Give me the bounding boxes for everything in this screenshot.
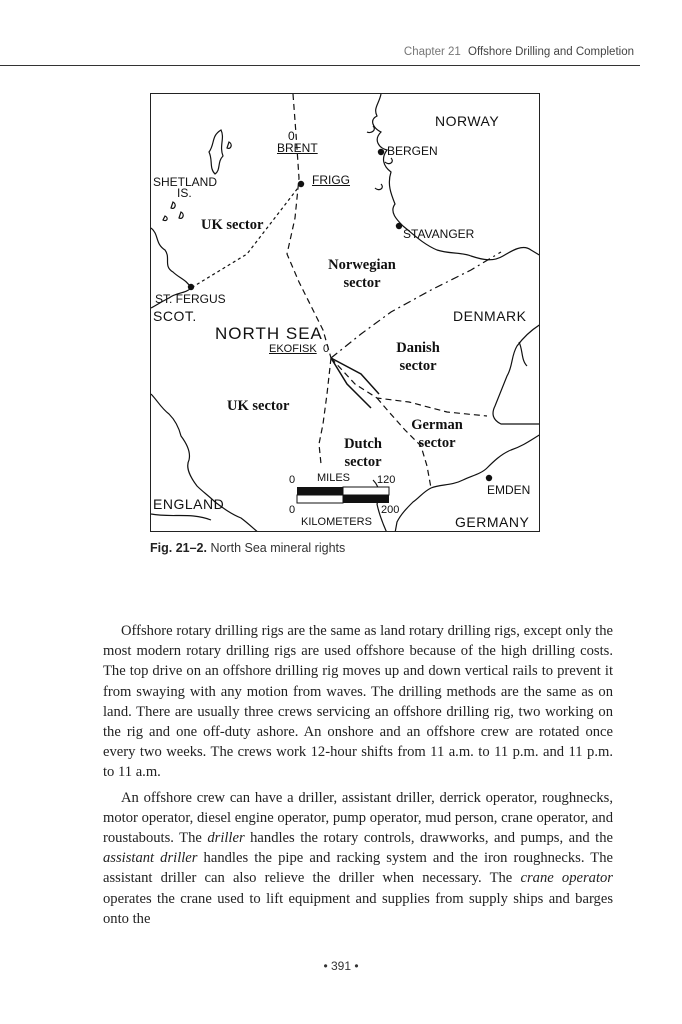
emden-dot [486,475,492,481]
scale-miles-label: MILES [317,472,351,484]
denmark-coast [493,324,540,424]
paragraph-2-part-2: handles the rotary controls, drawworks, and pumps, and the [244,830,613,847]
body-text [103,621,613,934]
running-header [0,46,634,58]
pipeline-ekofisk-emden [331,358,379,394]
shetland-islands [209,130,231,174]
label-dutch-sector [331,435,395,471]
label-norway: NORWAY [435,113,500,129]
figure-number: Fig. 21–2. [150,541,207,555]
german-sector-line1: German [411,417,463,433]
paragraph-2-part-4: operates the crane used to lift equipment and supplies from supply ships and barges onto the [103,890,613,927]
label-scotland: SCOT. [153,308,197,324]
km-bar-2 [343,495,389,503]
pipeline-ekofisk-teesside [331,358,371,408]
label-uk-sector-north: UK sector [201,217,264,233]
label-denmark: DENMARK [453,308,527,324]
label-germany: GERMANY [455,514,530,530]
st-fergus-dot [188,284,194,290]
paragraph-1: Offshore rotary drilling rigs are the same as land rotary drilling rigs, except only the most modern rotary drilling rigs are used offshore because of the high drilling costs. The top drive on an offshore drilling rig moves up and down vertical rails to prevent it from swaying with any motion from waves. The drilling methods are the same as on land. There are usually three crews servicing an offshore drilling rig, two working on the rig and one off-duty ashore. An onshore and an offshore crew are rotated once every two weeks. The crews work 12-hour shifts from 11 a.m. to 11 p.m. and 11 p.m. to 11 a.m. [103,623,613,781]
label-north-sea: NORTH SEA [215,324,323,343]
figure-caption-text: North Sea mineral rights [210,541,346,555]
paragraph-2 [103,788,613,929]
norwegian-sector-line2: sector [343,275,381,292]
term-crane-operator: crane operator [520,870,613,887]
orkney-islands [163,202,183,221]
label-emden: EMDEN [487,483,531,497]
scale-km-zero: 0 [289,504,296,516]
danish-sector-line1: Danish [396,340,440,356]
chapter-title: Offshore Drilling and Completion [468,46,634,58]
figure-caption [150,541,345,555]
scale-miles-zero: 0 [289,474,296,486]
label-bergen: BERGEN [387,144,438,158]
dutch-sector-line1: Dutch [344,436,382,452]
header-rule [0,65,640,66]
frigg-pipeline [191,184,301,288]
label-stavanger: STAVANGER [403,227,475,241]
label-german-sector [399,416,475,452]
label-st-fergus: ST. FERGUS [155,292,226,306]
label-brent: BRENT [277,141,318,155]
stavanger-dot [396,223,402,229]
term-driller: driller [207,830,245,847]
km-bar-1 [297,495,343,503]
label-shetland: SHETLAND [153,175,218,189]
page-number: • 391 • [323,959,359,973]
label-ekofisk: EKOFISK [269,343,317,355]
label-shetland-is: IS. [177,186,192,200]
denmark-inner [519,342,527,366]
north-sea-map [150,93,540,532]
label-uk-sector-south: UK sector [227,398,290,414]
label-danish-sector [383,339,453,375]
label-brent-zero: 0 [288,129,295,143]
label-ekofisk-zero: 0 [323,343,330,355]
boundary-uk-dutch [319,358,331,464]
chapter-number: Chapter 21 [403,46,461,58]
german-sector-line2: sector [418,435,456,452]
england-south-coast [151,514,211,520]
norwegian-sector-line1: Norwegian [328,257,396,273]
label-frigg: FRIGG [312,173,350,187]
frigg-dot [298,181,304,187]
bergen-dot [378,149,384,155]
dutch-sector-line2: sector [344,454,382,471]
label-norwegian-sector [317,256,407,292]
miles-bar-2 [343,487,389,495]
label-england: ENGLAND [153,496,225,512]
term-assistant-driller: assistant driller [103,850,198,867]
danish-sector-line2: sector [399,358,437,375]
paragraph-2-part-3: handles the pipe and racking system and the iron roughnecks. The assistant driller can also relieve the driller when necessary. The [103,850,613,887]
miles-bar-1 [297,487,343,495]
scale-km-max: 200 [381,504,400,516]
scale-km-label: KILOMETERS [301,516,372,528]
paragraph-2-part-1: An offshore crew can have a driller, assistant driller, derrick operator, roughnecks, motor operator, diesel engine operator, pump operator, mud person, crane operator, and roustabouts. The [103,789,613,847]
scale-miles-max: 120 [377,474,396,486]
